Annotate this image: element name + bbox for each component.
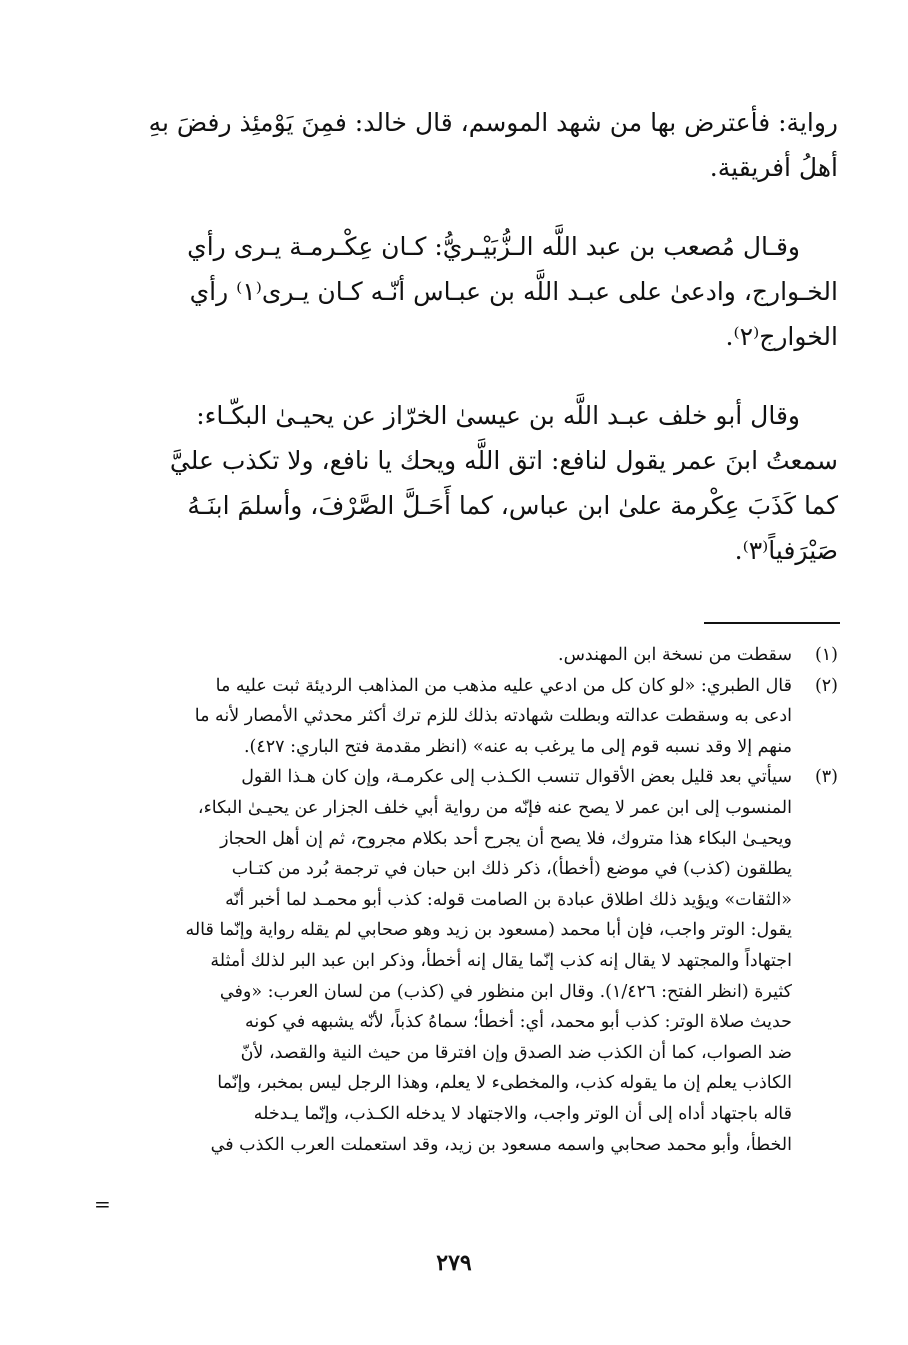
text-line: سمعتُ ابنَ عمر يقول لنافع: اتق اللَّه ويحك يا نافع، ولا تكذب عليَّ bbox=[169, 446, 838, 475]
footnote-number: (٣) bbox=[814, 767, 838, 788]
text-line: الخـوارج، وادعىٰ على عبـد اللَّه بن عبـاس أنّـه كـان يـرى⁽١⁾ رأي bbox=[189, 277, 838, 306]
footnote-line: ضد الصواب، كما أن الكذب ضد الصدق وإن افترقا من حيث النية والقصد، لأنّ bbox=[240, 1042, 792, 1063]
footnote-2 bbox=[132, 671, 838, 763]
footnote-line: حديث صلاة الوتر: كذب أبو محمد، أي: أخطأ؛ سماهُ كذباً، لأنّه يشبهه في كونه bbox=[245, 1012, 792, 1033]
footnote-line: منهم إلا وقد نسبه قوم إلى ما يرغب به عنه» (انظر مقدمة فتح الباري: ٤٢٧). bbox=[243, 736, 792, 757]
text-line: الخوارج⁽٢⁾. bbox=[725, 322, 838, 351]
footnote-line: «الثقات» ويؤيد ذلك اطلاق عبادة بن الصامت قوله: كذب أبو محمـد لما أخبر أنّه bbox=[225, 889, 792, 910]
paragraph-3 bbox=[118, 393, 838, 573]
footnote-line: يقول: الوتر واجب، فإن أبا محمد (مسعود بن زيد وهو صحابي لم يقله رواية وإنّما قاله bbox=[185, 920, 792, 941]
page-number: ٢٧٩ bbox=[436, 1250, 472, 1276]
text-line: كما كَذَبَ عِكْرمة علىٰ ابن عباس، كما أَحَـلَّ الصَّرْفَ، وأسلمَ ابنَـهُ bbox=[187, 491, 838, 520]
main-text bbox=[118, 100, 838, 607]
footnote-line: يطلقون (كذب) في موضع (أخطأ)، ذكر ذلك ابن حبان في ترجمة بُرد من كتـاب bbox=[231, 859, 792, 880]
footnote-line: كثيرة (انظر الفتح: ١/٤٢٦). وقال ابن منظور في (كذب) من لسان العرب: «وفي bbox=[219, 981, 792, 1002]
continuation-mark: = bbox=[94, 1192, 111, 1216]
footnote-separator bbox=[704, 622, 840, 624]
footnote-3 bbox=[132, 762, 838, 1160]
paragraph-2 bbox=[118, 224, 838, 359]
text-line: وقـال مُصعب بن عبد اللَّه الـزُّبَيْـريُّ: كـان عِكْـرمـة يـرى رأي bbox=[187, 232, 800, 261]
text-line: رواية: فأعترض بها من شهد الموسم، قال خالد: فمِنَ يَوْمئِذ رفضَ بهِ bbox=[148, 108, 838, 137]
footnote-line: سيأتي بعد قليل بعض الأقوال تنسب الكـذب إلى عكرمـة، وإن كان هـذا القول bbox=[241, 767, 792, 788]
footnote-line: سقطت من نسخة ابن المهندس. bbox=[558, 645, 792, 665]
text-line: أهلُ أفريقية. bbox=[709, 153, 838, 182]
footnote-line: الكاذب يعلم إن ما يقوله كذب، والمخطىء لا يعلم، وهذا الرجل ليس بمخبر، وإنّما bbox=[217, 1073, 792, 1094]
footnote-line: المنسوب إلى ابن عمر لا يصح عنه فإنّه من رواية أبي خلف الجزار عن يحيـىٰ البكاء، bbox=[197, 797, 792, 818]
footnotes bbox=[132, 640, 838, 1160]
footnote-line: ويحيـىٰ البكاء هذا متروك، فلا يصح أن يجرح أحد بكلام مجروح، ثم إن أهل الحجاز bbox=[220, 828, 792, 849]
text-line: وقال أبو خلف عبـد اللَّه بن عيسىٰ الخرّاز عن يحيـىٰ البكّـاء: bbox=[196, 401, 800, 430]
text-line: صَيْرَفياً⁽٣⁾. bbox=[734, 536, 838, 565]
footnote-1 bbox=[132, 640, 838, 671]
paragraph-1 bbox=[118, 100, 838, 190]
footnote-line: ادعى به وسقطت عدالته وبطلت شهادته بذلك للزم ترك أكثر محدثي الأمصار لأنه ما bbox=[194, 706, 792, 727]
footnote-line: قال الطبري: «لو كان كل من ادعي عليه مذهب من المذاهب الرديئة ثبت عليه ما bbox=[215, 675, 792, 696]
footnote-number: (٢) bbox=[814, 675, 838, 696]
footnote-line: الخطأ، وأبو محمد صحابي واسمه مسعود بن زيد، وقد استعملت العرب الكذب في bbox=[210, 1134, 792, 1155]
footnote-line: قاله باجتهاد أداه إلى أن الوتر واجب، والاجتهاد لا يدخله الكـذب، وإنّما يـدخله bbox=[253, 1103, 792, 1124]
footnote-number: (١) bbox=[814, 645, 838, 665]
footnote-line: اجتهاداً والمجتهد لا يقال إنه كذب إنّما يقال إنه أخطأ، وذكر ابن عبد البر لذلك أمثلة bbox=[210, 950, 792, 971]
